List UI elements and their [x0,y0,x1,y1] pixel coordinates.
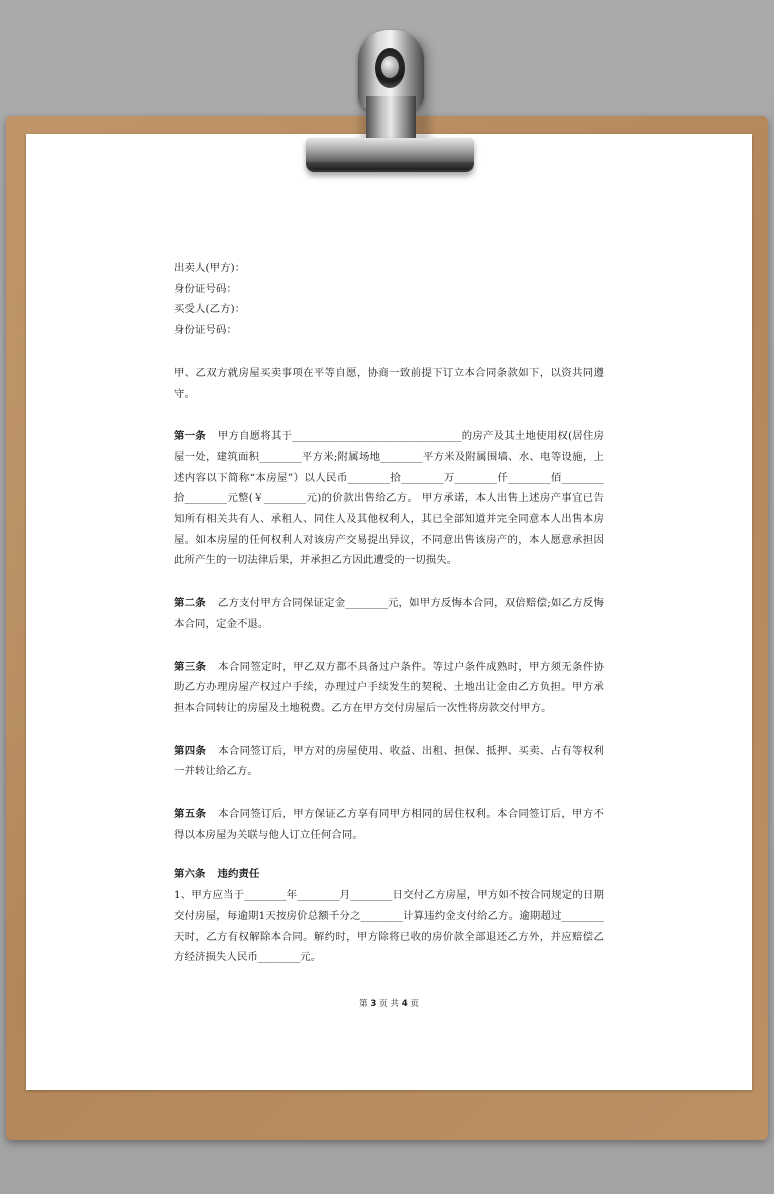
article-6-title: 第六条 [174,868,206,881]
article-1 [174,426,604,571]
contract-body [174,258,604,968]
article-4 [174,741,604,782]
article-3 [174,657,604,719]
page-number: 第 3 页 共 4 页 [358,999,420,1009]
buyer-name-field: 买受人(乙方)： [174,303,246,316]
total-pages: 4 [401,999,408,1009]
article-2 [174,593,604,634]
article-2-title: 第二条 [174,597,206,610]
buyer-id-field: 身份证号码： [174,324,237,337]
seller-id-field: 身份证号码： [174,282,237,295]
article-3-title: 第三条 [174,660,207,673]
article-6-heading [174,864,604,885]
current-page: 3 [370,999,377,1009]
article-5 [174,804,604,845]
article-2-text: 乙方支付甲方合同保证定金________元，如甲方反悔本合同，双倍赔偿;如乙方反悔本合同，定金不退。 [174,597,604,630]
article-6-text: 1、甲方应当于________年________月________日交付乙方房屋，甲方如不按合同规定的日期交付房屋，每逾期1天按房价总额千分之________计算违约金支付给乙方。逾期超过________天时，乙方有权解除本合同。解约时，甲方除将已收的房价款全部退还乙方外，并应赔偿乙方经济损失人民币________元。 [174,889,604,964]
article-5-text: 本合同签订后，甲方保证乙方享有同甲方相同的居住权利。本合同签订后，甲方不得以本房屋为关联与他人订立任何合同。 [174,808,604,841]
article-3-text: 本合同签定时，甲乙双方都不具备过户条件。等过户条件成熟时，甲方须无条件协助乙方办理房屋产权过户手续，办理过户手续发生的契税、土地出让金由乙方负担。甲方承担本合同转让的房屋及土地税费。乙方在甲方交付房屋后一次性将房款交付甲方。 [174,660,604,714]
preamble: 甲、乙双方就房屋买卖事项在平等自愿，协商一致前提下订立本合同条款如下，以资共同遵守。 [174,366,604,400]
article-6-subtitle: 违约责任 [217,868,260,881]
seller-name-field: 出卖人(甲方)： [174,262,246,274]
article-4-title: 第四条 [174,744,207,757]
article-5-title: 第五条 [174,808,207,821]
article-1-title: 第一条 [174,430,206,443]
article-1-text: 甲方自愿将其于________________________________的房产及其土地使用权(居住房屋一处，建筑面积________平方米;附属场地________平方米及附属围墙、水、电等设施，上述内容以下简称“本房屋”）以人民币________拾________万________仟________佰________拾________元整(￥________元)的价款出售给乙方。 甲方承诺，本人出售上述房产事宜已告知所有相关共有人、承租人、同住人及其他权利人，其已全部知道并完全同意本人出售本房屋。如本房屋的任何权利人对该房产交易提出异议，不同意出售该房产的，本人愿意承担因此所产生的一切法律后果，并承担乙方因此遭受的一切损失。 [174,430,604,567]
article-4-text: 本合同签订后，甲方对的房屋使用、收益、出租、担保、抵押、买卖、占有等权利一并转让给乙方。 [174,744,604,778]
